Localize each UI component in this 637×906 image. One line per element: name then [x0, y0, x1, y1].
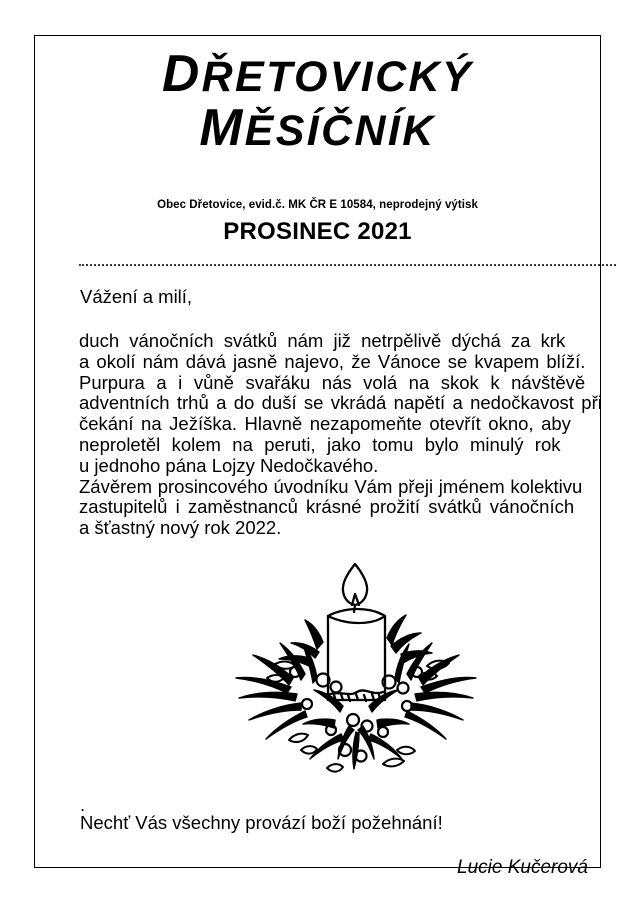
masthead-title-line-1-initial: D — [162, 44, 202, 102]
masthead-title-line-2 — [35, 98, 600, 156]
letter-body-line: Závěrem prosincového úvodníku Vám přeji jménem kolektivu — [79, 475, 583, 497]
letter-body-line: čekání na Ježíška. Hlavně nezapomeňte otevřít okno, aby — [79, 413, 571, 435]
masthead-title-line-1 — [35, 44, 600, 102]
letter-body-line: adventních trhů a do duší se vkrádá napětí a nedočkavost při — [79, 392, 602, 414]
masthead-registration-line: Obec Dřetovice, evid.č. MK ČR E 10584, neprodejný výtisk — [157, 199, 478, 211]
masthead-title-line-2-initial: M — [199, 98, 245, 156]
stray-period: . — [80, 794, 86, 815]
letter-body-line: zastupitelů i zaměstnanců krásné prožití svátků vánočních — [79, 496, 575, 518]
letter-body-line: neproletěl kolem na peruti, jako tomu bylo minulý rok — [79, 433, 561, 455]
letter-body-line: Purpura a i vůně svařáku nás volá na skok k návštěvě — [79, 371, 586, 393]
letter-body — [79, 331, 619, 539]
letter-blessing: Nechť Vás všechny provází boží požehnání! — [80, 812, 443, 833]
advent-candle-wreath-illustration — [231, 554, 481, 786]
page-border-frame — [34, 35, 602, 878]
letter-body-line: duch vánočních svátků nám již netrpělivě dýchá za krk — [79, 330, 566, 351]
masthead-title-line-2-rest: ĚSÍČNÍK — [244, 107, 436, 155]
dotted-separator-rule — [79, 258, 616, 266]
letter-body-line: u jednoho pána Lojzy Nedočkavého. — [79, 454, 379, 476]
masthead-title-line-1-rest: ŘETOVICKÝ — [201, 53, 473, 101]
letter-body-line: a okolí nám dává jasně najevo, že Vánoce se kvapem blíží. — [79, 350, 586, 372]
masthead-issue-date: PROSINEC 2021 — [223, 218, 412, 245]
letter-salutation: Vážení a milí, — [80, 286, 193, 307]
letter-body-line: a šťastný nový rok 2022. — [79, 517, 282, 539]
letter-signature: Lucie Kučerová — [457, 857, 588, 878]
